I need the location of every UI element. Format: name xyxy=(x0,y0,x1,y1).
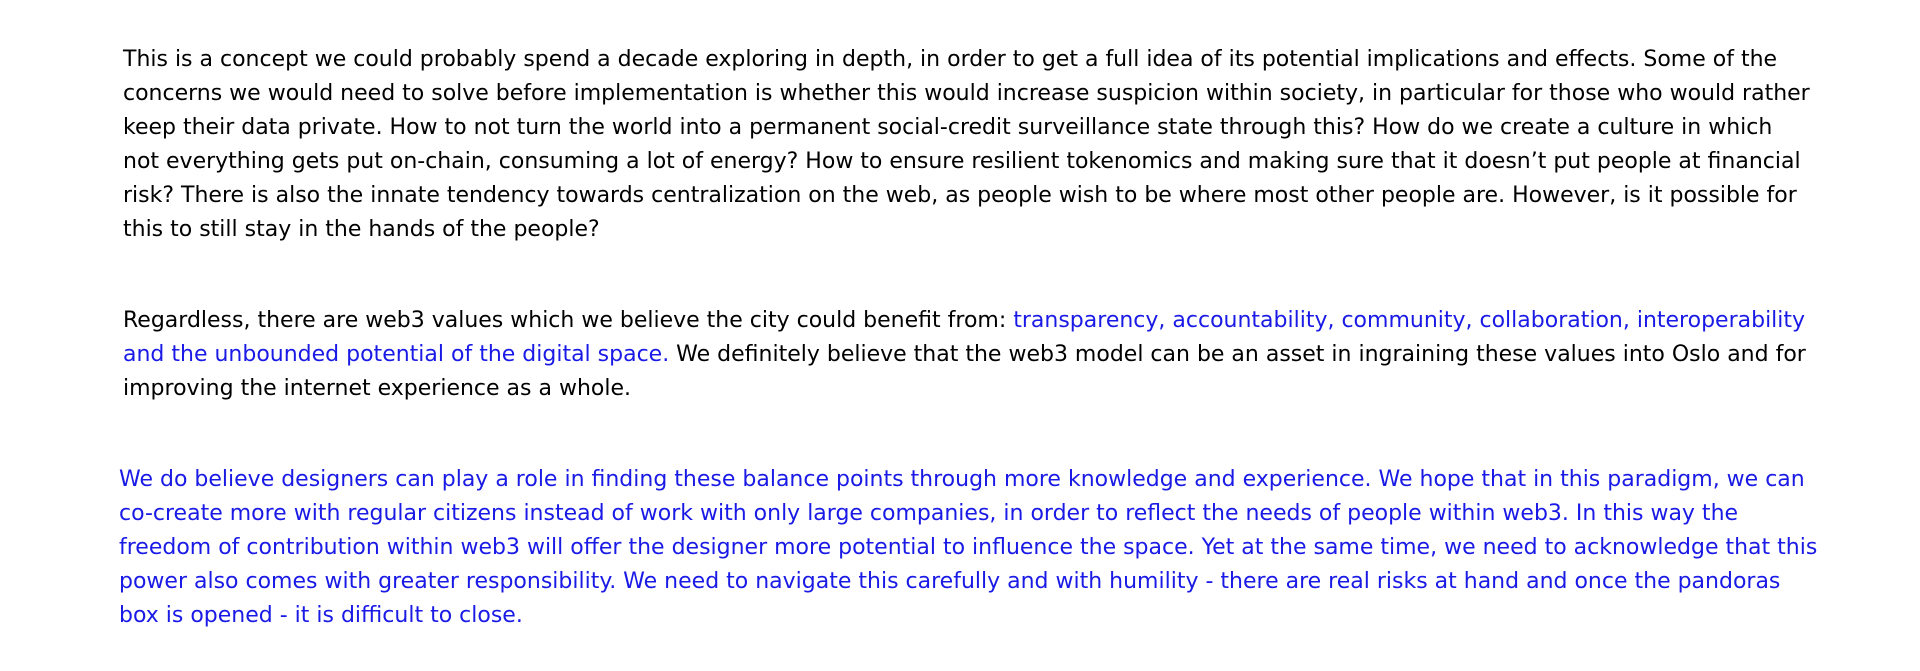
paragraph-web3-values-outro: We definitely believe that the web3 model can be an asset in ingraining these values into Oslo and for improving the internet experience as a whole. xyxy=(123,342,1806,401)
web3-values-highlight: transparency, accountability, community, collaboration, interoperability and the unbounded potential of the digital space. xyxy=(123,308,1806,367)
paragraph-designers-role: We do believe designers can play a role in finding these balance points through more knowledge and experience. We hope that in this paradigm, we can co-create more with regular citizens instead of work with only large companies, in order to reflect the needs of people within web3. In this way the freedom of contribution within web3 will offer the designer more potential to influence the space. Yet at the same time, we need to acknowledge that this power also comes with greater responsibility. We need to navigate this carefully and with humility - there are real risks at hand and once the pandoras box is opened - it is difficult to close. xyxy=(119,467,1818,628)
paragraph-web3-values xyxy=(123,304,1833,406)
paragraph-web3-values-intro: Regardless, there are web3 values which we believe the city could benefit from: xyxy=(123,308,1014,333)
paragraph-concerns: This is a concept we could probably spend a decade exploring in depth, in order to get a full idea of its potential implications and effects. Some of the concerns we would need to solve before implementation is whether this would increase suspicion within society, in particular for those who would rather keep their data private. How to not turn the world into a permanent social-credit surveillance state through this? How do we create a culture in which not everything gets put on-chain, consuming a lot of energy? How to ensure resilient tokenomics and making sure that it doesn’t put people at financial risk? There is also the innate tendency towards centralization on the web, as people wish to be where most other people are. However, is it possible for this to still stay in the hands of the people? xyxy=(123,47,1810,242)
